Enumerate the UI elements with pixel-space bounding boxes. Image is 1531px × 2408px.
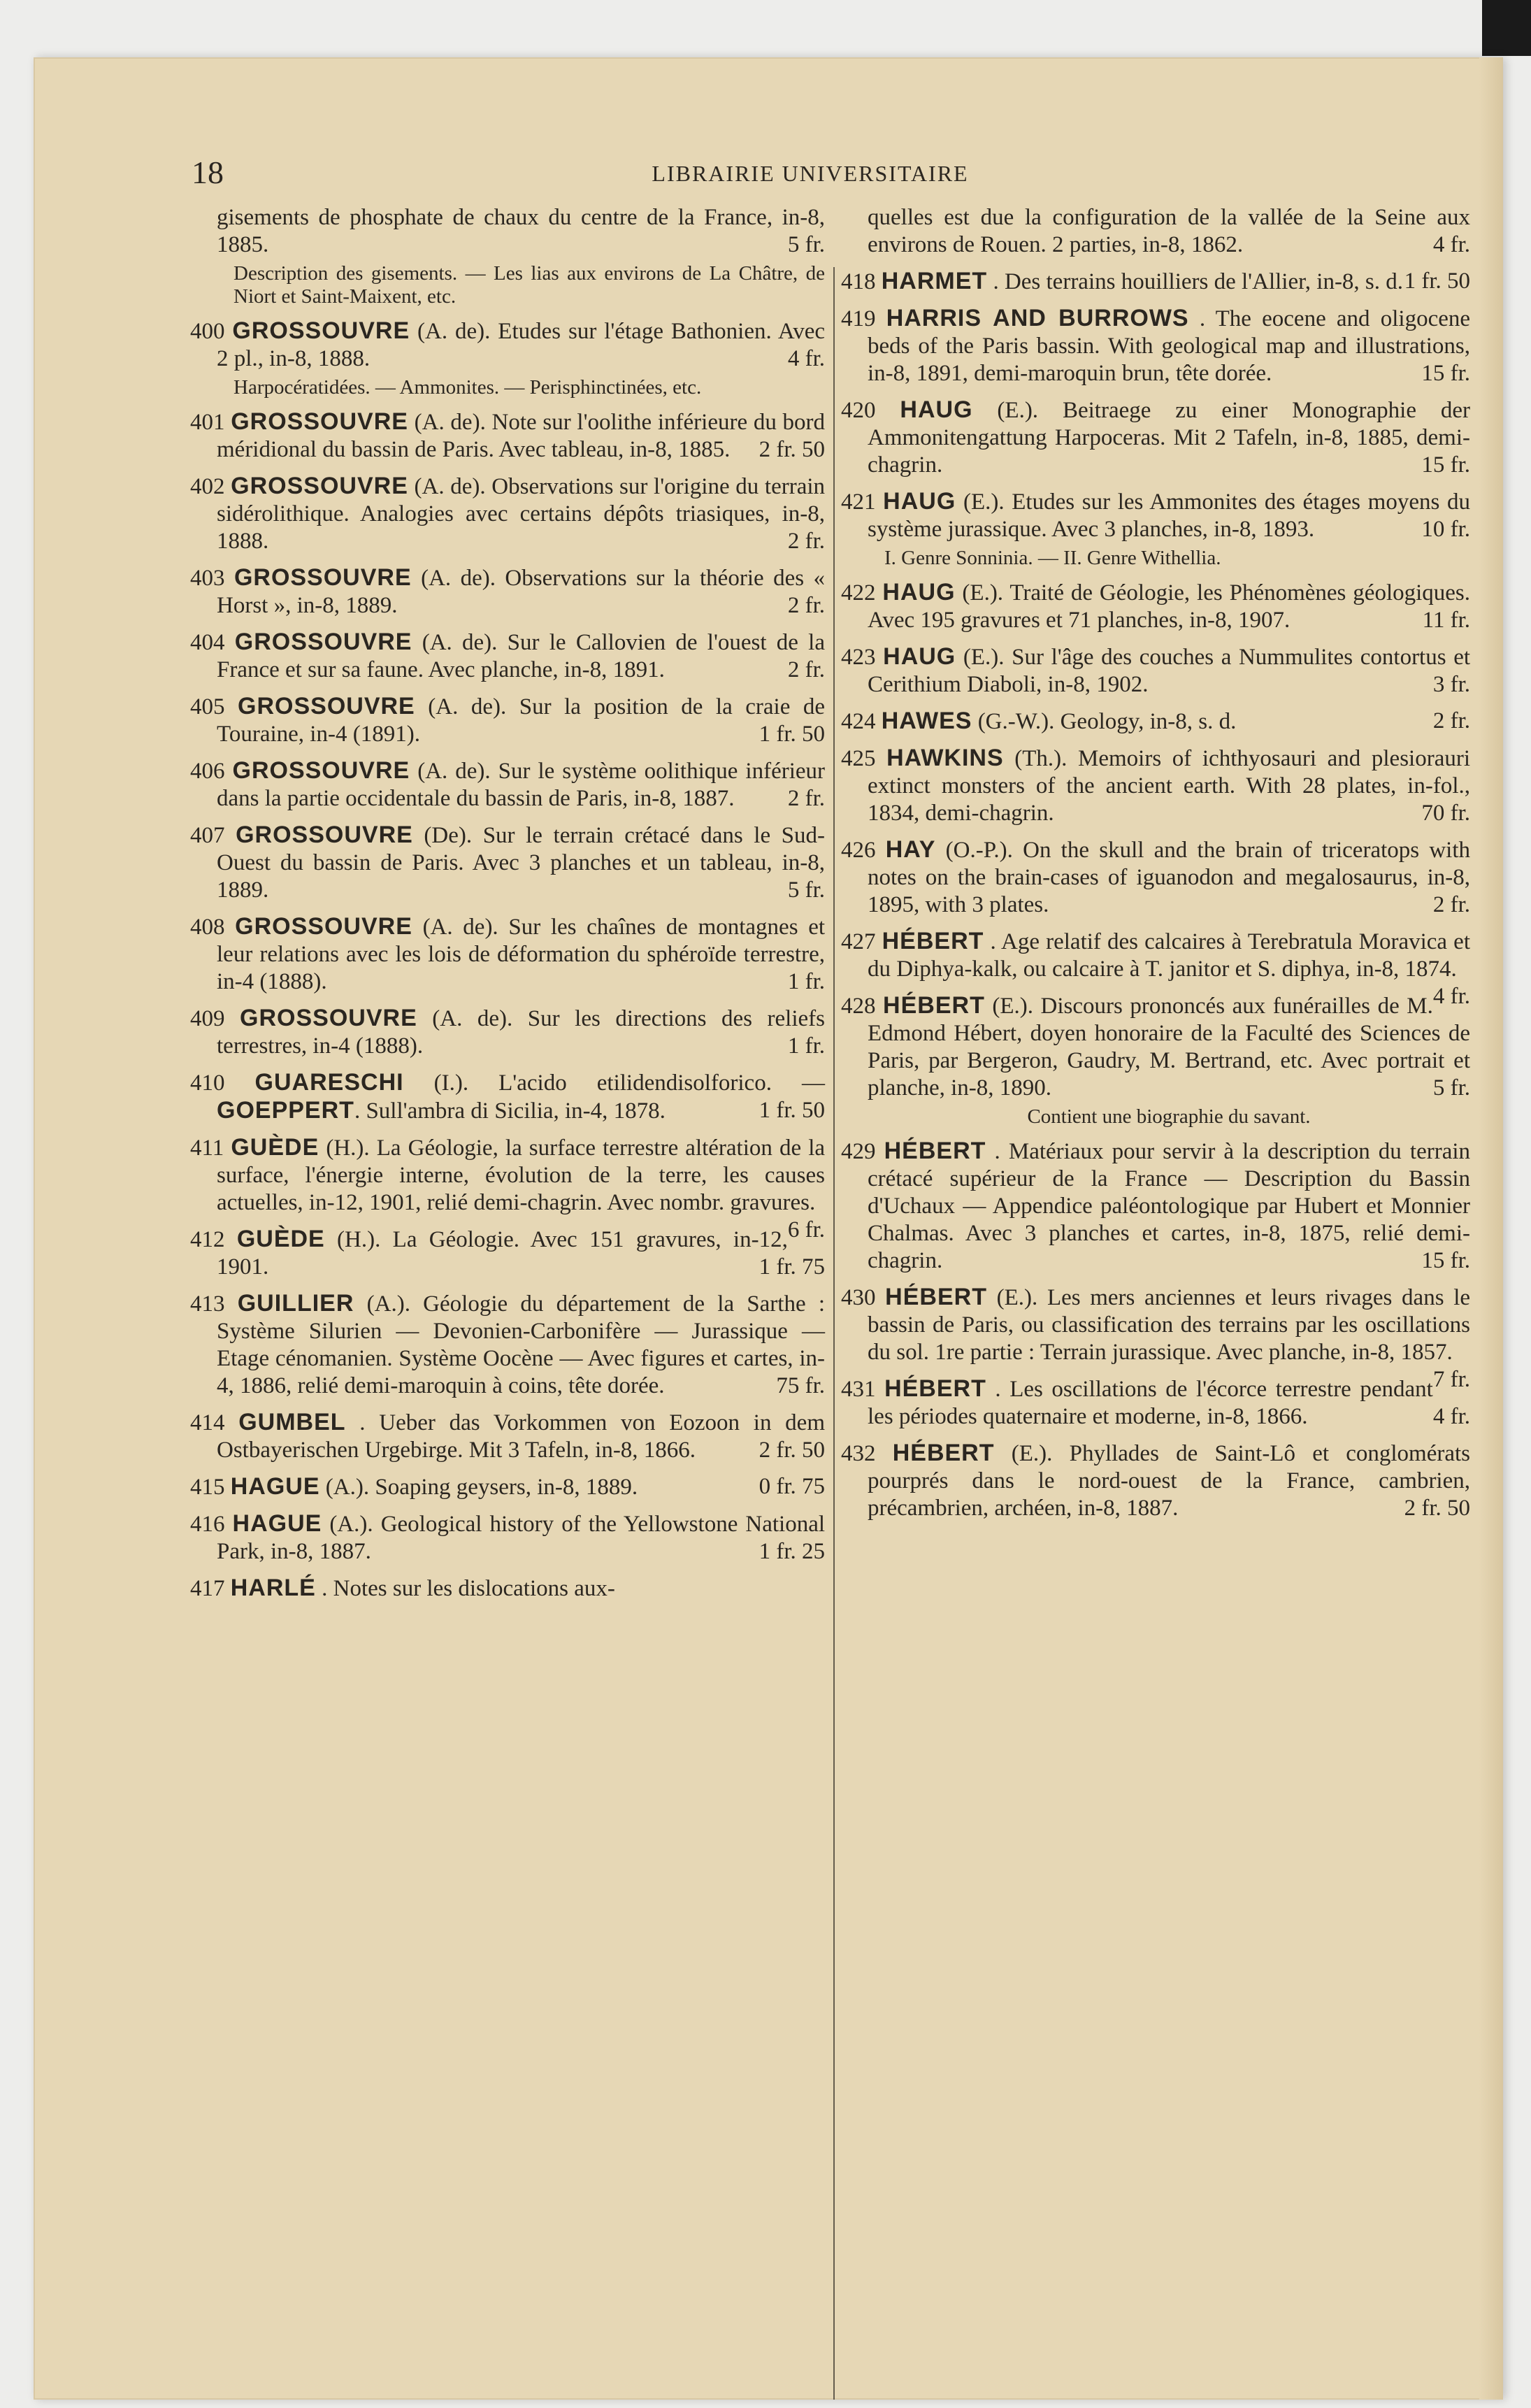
catalogue-entry bbox=[190, 473, 825, 555]
entry-price: 1 fr. bbox=[787, 969, 825, 994]
author-name: GROSSOUVRE bbox=[234, 629, 412, 655]
author-name: GOEPPERT bbox=[217, 1097, 354, 1124]
entry-price: 1 fr. 50 bbox=[759, 1098, 825, 1123]
catalogue-entry bbox=[190, 1473, 825, 1501]
author-name: HARRIS AND BURROWS bbox=[886, 305, 1189, 331]
entry-text: (E.). Beitraege zu einer Monographie der Ammonitengattung Harpoceras. Mit 2 Tafeln, in-8, 1885, demi-chagrin. bbox=[868, 398, 1471, 478]
catalogue-entry bbox=[841, 305, 1470, 387]
entry-price: 1 fr. 75 bbox=[759, 1254, 825, 1280]
entry-text: (H.). La Géologie. Avec 151 gravures, in-12, 1901. bbox=[217, 1227, 788, 1280]
entry-price: 4 fr. bbox=[1432, 1404, 1470, 1429]
catalogue-entry bbox=[841, 1375, 1470, 1431]
entry-price: 2 fr. 50 bbox=[759, 1438, 825, 1463]
entry-note: Contient une biographie du savant. bbox=[1027, 1105, 1311, 1128]
catalogue-entry bbox=[841, 268, 1470, 296]
entry-text: . Sull'ambra di Sicilia, in-4, 1878. bbox=[354, 1098, 666, 1124]
entry-price: 5 fr. bbox=[787, 877, 825, 903]
author-name: GROSSOUVRE bbox=[236, 822, 413, 848]
entry-price: 6 fr. bbox=[787, 1217, 825, 1242]
entry-number: 419 bbox=[841, 306, 876, 331]
author-name: GUILLIER bbox=[237, 1290, 354, 1317]
entry-text: (A. de). Sur la position de la craie de Touraine, in-4 (1891). bbox=[217, 694, 826, 747]
author-name: GROSSOUVRE bbox=[235, 913, 412, 940]
entry-number: 402 bbox=[190, 474, 225, 499]
entry-text: . The eocene and oligocene beds of the Paris bassin. With geological map and illustrations, in-8, 1891, demi-maroquin brun, tête dorée. bbox=[868, 306, 1471, 386]
author-name: GROSSOUVRE bbox=[232, 317, 410, 344]
continuation-price: 4 fr. bbox=[1432, 232, 1470, 257]
entry-number: 420 bbox=[841, 398, 876, 423]
entry-price: 2 fr. bbox=[787, 786, 825, 811]
entry-price: 4 fr. bbox=[1432, 984, 1470, 1009]
catalogue-entry bbox=[841, 396, 1470, 479]
catalogue-entry bbox=[190, 757, 825, 812]
author-name: HAGUE bbox=[232, 1510, 322, 1537]
entry-number: 418 bbox=[841, 269, 876, 294]
catalogue-entry bbox=[841, 1138, 1470, 1275]
entry-price: 4 fr. bbox=[787, 346, 825, 371]
entry-price: 2 fr. bbox=[787, 529, 825, 554]
entry-text: (E.). Phyllades de Saint-Lô et conglomérats pourprés dans le nord-ouest de la France, cambrien, précambrien, archéen, in-8, 1887. bbox=[868, 1441, 1471, 1521]
entry-text: (A. de). Sur les directions des reliefs terrestres, in-4 (1888). bbox=[217, 1006, 825, 1059]
author-name: HÉBERT bbox=[882, 928, 984, 954]
entry-price: 1 fr. 25 bbox=[759, 1539, 825, 1564]
column-divider bbox=[833, 267, 835, 2400]
entry-price: 15 fr. bbox=[1421, 1248, 1470, 1273]
entry-price: 15 fr. bbox=[1421, 361, 1470, 386]
entry-text: . Matériaux pour servir à la description du terrain crétacé supérieur de la France — Description du Bassin d'Uchaux — Appendice paléontologique par Hubert et Monnier Chalmas. Avec 3 planches et cartes, in-8, 1875, relié demi-chagrin. bbox=[868, 1139, 1471, 1273]
entry-text: (A. de). Observations sur l'origine du terrain sidérolithique. Analogies avec certains dépôts triasiques, in-8, 1888. bbox=[217, 474, 826, 554]
entry-text: . Ueber das Vorkommen von Eozoon in dem Ostbayerischen Urgebirge. Mit 3 Tafeln, in-8, 1866. bbox=[217, 1410, 825, 1463]
catalogue-entry bbox=[190, 1510, 825, 1565]
entry-number: 407 bbox=[190, 823, 225, 848]
entry-text: (H.). La Géologie, la surface terrestre altération de la surface, l'énergie interne, évolution de la terre, les causes actuelles, in-12, 1901, relié demi-chagrin. Avec nombr. gravures. bbox=[217, 1135, 826, 1215]
entry-price: 10 fr. bbox=[1421, 517, 1470, 542]
entry-price: 75 fr. bbox=[776, 1373, 825, 1398]
entry-number: 412 bbox=[190, 1227, 225, 1252]
entry-number: 423 bbox=[841, 645, 876, 670]
entry-price: 1 fr. bbox=[787, 1033, 825, 1059]
entry-number: 432 bbox=[841, 1441, 876, 1466]
entry-number: 428 bbox=[841, 994, 876, 1019]
author-name: HAUG bbox=[900, 396, 973, 423]
author-name: GUÈDE bbox=[236, 1226, 325, 1252]
entry-note: Harpocératidées. — Ammonites. — Perisphinctinées, etc. bbox=[233, 376, 702, 399]
author-name: HÉBERT bbox=[885, 1284, 987, 1310]
right-column bbox=[841, 204, 1470, 1531]
catalogue-entry bbox=[841, 1440, 1470, 1522]
catalogue-entry bbox=[190, 1575, 825, 1603]
entry-number: 431 bbox=[841, 1377, 876, 1402]
entry-text: (E.). Sur l'âge des couches a Nummulites contortus et Cerithium Diaboli, in-8, 1902. bbox=[868, 645, 1471, 697]
continuation-note: Description des gisements. — Les lias aux environs de La Châtre, de Niort et Saint-Maixent, etc. bbox=[233, 262, 825, 308]
author-name: HÉBERT bbox=[883, 992, 985, 1019]
entry-number: 408 bbox=[190, 915, 225, 940]
entry-price: 1 fr. 50 bbox=[759, 722, 825, 747]
author-name: HAWES bbox=[881, 708, 972, 734]
entry-text: (E.). Traité de Géologie, les Phénomènes géologiques. Avec 195 gravures et 71 planches, in-8, 1907. bbox=[868, 580, 1471, 633]
author-name: HÉBERT bbox=[884, 1375, 986, 1402]
entry-text: . Des terrains houilliers de l'Allier, in-8, s. d. bbox=[993, 269, 1404, 294]
author-name: HAY bbox=[885, 836, 936, 863]
catalogue-entry bbox=[841, 488, 1470, 543]
entry-price: 11 fr. bbox=[1422, 608, 1470, 633]
entry-text: . Age relatif des calcaires à Terebratula Moravica et du Diphya-kalk, ou calcaire à T. janitor et S. diphya, in-8, 1874. bbox=[868, 929, 1470, 982]
entry-text: (E.). Etudes sur les Ammonites des étages moyens du système jurassique. Avec 3 planches, in-8, 1893. bbox=[868, 489, 1471, 542]
entry-number: 413 bbox=[190, 1291, 225, 1317]
catalogue-entry bbox=[841, 708, 1470, 736]
entry-text: (A. de). Sur les chaînes de montagnes et leur relations avec les lois de déformation du sphéroïde terrestre, in-4 (1888). bbox=[217, 915, 826, 994]
entry-number: 424 bbox=[841, 709, 876, 734]
entry-price: 1 fr. 50 bbox=[1404, 268, 1470, 294]
entry-number: 425 bbox=[841, 746, 876, 771]
author-name: HAWKINS bbox=[886, 745, 1004, 771]
author-name: HÉBERT bbox=[892, 1440, 995, 1466]
entry-text: (A. de). Sur le Callovien de l'ouest de la France et sur sa faune. Avec planche, in-8, 1891. bbox=[217, 630, 825, 682]
entry-text: (A. de). Note sur l'oolithe inférieure du bord méridional du bassin de Paris. Avec tableau, in-8, 1885. bbox=[217, 410, 826, 462]
continuation-price: 5 fr. bbox=[787, 232, 825, 257]
author-name: HARLÉ bbox=[230, 1575, 316, 1601]
entry-price: 70 fr. bbox=[1421, 801, 1470, 826]
catalogue-entry bbox=[190, 913, 825, 996]
author-name: GUÈDE bbox=[231, 1134, 319, 1161]
entry-price: 3 fr. bbox=[1432, 672, 1470, 697]
entry-number: 404 bbox=[190, 630, 225, 655]
entry-number: 400 bbox=[190, 319, 225, 344]
author-name: HARMET bbox=[881, 268, 988, 294]
catalogue-entry bbox=[190, 1409, 825, 1464]
catalogue-entry bbox=[841, 992, 1470, 1102]
catalogue-entry bbox=[190, 1226, 825, 1281]
entry-price: 2 fr. 50 bbox=[1404, 1496, 1470, 1521]
entry-text: (I.). L'acido etilidendisolforico. — bbox=[433, 1070, 825, 1096]
continuation-entry bbox=[841, 204, 1470, 259]
continuation-entry bbox=[190, 204, 825, 259]
author-name: GROSSOUVRE bbox=[231, 408, 408, 435]
catalogue-entry bbox=[190, 822, 825, 904]
entry-number: 405 bbox=[190, 694, 225, 719]
entry-price: 2 fr. 50 bbox=[759, 437, 825, 462]
entry-number: 410 bbox=[190, 1070, 225, 1096]
catalogue-entry bbox=[841, 579, 1470, 634]
entry-number: 403 bbox=[190, 566, 225, 591]
running-title: LIBRAIRIE UNIVERSITAIRE bbox=[652, 161, 969, 186]
entry-number: 415 bbox=[190, 1475, 225, 1500]
entry-number: 430 bbox=[841, 1285, 876, 1310]
entry-text: (De). Sur le terrain crétacé dans le Sud-Ouest du bassin de Paris. Avec 3 planches et un tableau, in-8, 1889. bbox=[217, 823, 826, 903]
left-column bbox=[190, 204, 825, 1612]
entry-price: 0 fr. 75 bbox=[759, 1474, 825, 1499]
page-number: 18 bbox=[192, 155, 224, 190]
author-name: GROSSOUVRE bbox=[233, 564, 412, 591]
catalogue-entry bbox=[190, 1005, 825, 1060]
author-name: HAUG bbox=[883, 643, 956, 670]
entry-text: (A.). Soaping geysers, in-8, 1889. bbox=[325, 1475, 638, 1500]
entry-text: . Les oscillations de l'écorce terrestre pendant les périodes quaternaire et moderne, in-8, 1866. bbox=[868, 1377, 1433, 1429]
entry-number: 429 bbox=[841, 1139, 876, 1164]
page-header bbox=[34, 154, 1503, 196]
entry-number: 401 bbox=[190, 410, 225, 435]
author-name: GROSSOUVRE bbox=[238, 693, 415, 719]
catalogue-entry bbox=[190, 1290, 825, 1400]
entry-price: 15 fr. bbox=[1421, 452, 1470, 478]
author-name: GROSSOUVRE bbox=[240, 1005, 417, 1031]
author-name: GROSSOUVRE bbox=[232, 757, 410, 784]
author-name: HAUG bbox=[883, 488, 956, 515]
entry-text: (A. de). Observations sur la théorie des « Horst », in-8, 1889. bbox=[217, 566, 825, 618]
catalogue-entry bbox=[190, 629, 825, 684]
author-name: GROSSOUVRE bbox=[231, 473, 408, 499]
continuation-text: gisements de phosphate de chaux du centre de la France, in-8, 1885. bbox=[217, 205, 825, 257]
entry-price: 2 fr. bbox=[787, 657, 825, 682]
entry-number: 427 bbox=[841, 929, 876, 954]
entry-text: (A.). Geological history of the Yellowstone National Park, in-8, 1887. bbox=[217, 1512, 826, 1564]
entry-number: 426 bbox=[841, 838, 876, 863]
author-name: HAGUE bbox=[230, 1473, 320, 1500]
author-name: GUMBEL bbox=[238, 1409, 346, 1435]
catalogue-entry bbox=[190, 317, 825, 373]
entry-note: I. Genre Sonninia. — II. Genre Withellia. bbox=[884, 547, 1221, 569]
entry-number: 416 bbox=[190, 1512, 225, 1537]
catalogue-entry bbox=[190, 693, 825, 748]
catalogue-entry bbox=[190, 564, 825, 619]
entry-price: 2 fr. bbox=[787, 593, 825, 618]
entry-text: (G.-W.). Geology, in-8, s. d. bbox=[977, 709, 1237, 734]
author-name: HÉBERT bbox=[884, 1138, 986, 1164]
entry-price: 2 fr. bbox=[1432, 892, 1470, 917]
entry-text: (A.). Géologie du département de la Sarthe : Système Silurien — Devonien-Carbonifère — Jurassique — Etage cénomanien. Système Oocène — Avec figures et cartes, in-4, 1886, relié demi-maroquin à coins, tête dorée. bbox=[217, 1291, 826, 1398]
catalogue-entry bbox=[841, 643, 1470, 698]
entry-text: (O.-P.). On the skull and the brain of triceratops with notes on the brain-cases of iguanodon and megalosaurus, in-8, 1895, with 3 plates. bbox=[868, 838, 1470, 917]
book-page bbox=[34, 57, 1503, 2400]
author-name: HAUG bbox=[882, 579, 956, 605]
entry-text: (E.). Discours prononcés aux funérailles de M. Edmond Hébert, doyen honoraire de la Faculté des Sciences de Paris, par Bergeron, Gaudry, M. Bertrand, etc. Avec portrait et planche, in-8, 1890. bbox=[868, 994, 1470, 1101]
entry-number: 422 bbox=[841, 580, 876, 605]
catalogue-entry bbox=[190, 1069, 825, 1125]
catalogue-entry bbox=[841, 745, 1470, 827]
entry-text: (E.). Les mers anciennes et leurs rivages dans le bassin de Paris, ou classification des terrains par les oscillations du sol. 1re partie : Terrain jurassique. Avec planche, in-8, 1857. bbox=[868, 1285, 1471, 1365]
catalogue-entry bbox=[190, 408, 825, 464]
continuation-text: quelles est due la configuration de la vallée de la Seine aux environs de Rouen. 2 parties, in-8, 1862. bbox=[868, 205, 1470, 257]
entry-number: 414 bbox=[190, 1410, 225, 1435]
entry-text: (A. de). Sur le système oolithique inférieur dans la partie occidentale du bassin de Paris, in-8, 1887. bbox=[217, 759, 826, 811]
catalogue-entry bbox=[841, 836, 1470, 919]
entry-number: 421 bbox=[841, 489, 876, 515]
entry-price: 7 fr. bbox=[1432, 1367, 1470, 1392]
author-name: GUARESCHI bbox=[254, 1069, 404, 1096]
entry-number: 409 bbox=[190, 1006, 225, 1031]
entry-price: 5 fr. bbox=[1432, 1075, 1470, 1101]
entry-text: . Notes sur les dislocations aux- bbox=[322, 1576, 615, 1601]
entry-number: 411 bbox=[190, 1135, 224, 1161]
entry-text: (Th.). Memoirs of ichthyosauri and plesiorauri extinct monsters of the ancient earth. With 28 plates, in-fol., 1834, demi-chagrin. bbox=[868, 746, 1470, 826]
entry-number: 406 bbox=[190, 759, 225, 784]
entry-number: 417 bbox=[190, 1576, 225, 1601]
scan-edge bbox=[1482, 0, 1531, 56]
entry-price: 2 fr. bbox=[1432, 708, 1470, 733]
entry-text: (A. de). Etudes sur l'étage Bathonien. Avec 2 pl., in-8, 1888. bbox=[217, 319, 826, 371]
